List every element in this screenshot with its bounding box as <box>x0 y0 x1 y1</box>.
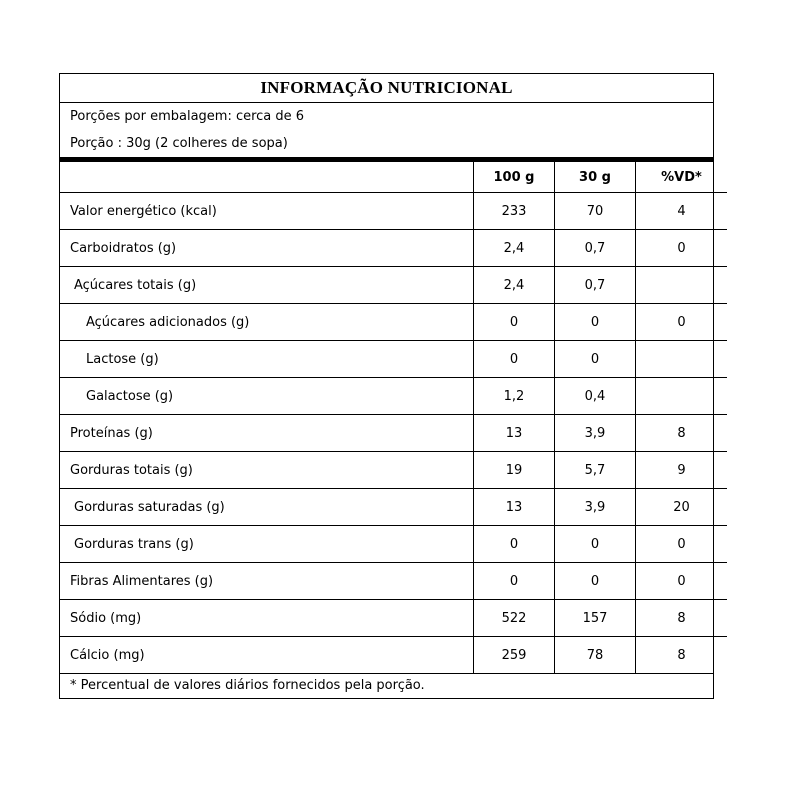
value-daily-percent: 8 <box>636 637 728 674</box>
value-per-100g: 522 <box>474 600 555 637</box>
value-per-serving: 0,7 <box>555 267 636 304</box>
table-row <box>60 600 727 637</box>
value-per-100g: 19 <box>474 452 555 489</box>
value-daily-percent: 0 <box>636 563 728 600</box>
header-daily-value: %VD* <box>636 162 728 193</box>
nutrient-name: Gorduras totais (g) <box>60 452 474 489</box>
header-nutrient <box>60 162 474 193</box>
table-row <box>60 637 727 674</box>
value-daily-percent: 0 <box>636 526 728 563</box>
value-per-serving: 3,9 <box>555 415 636 452</box>
nutrient-name: Lactose (g) <box>60 341 474 378</box>
nutrient-name: Açúcares totais (g) <box>60 267 474 304</box>
nutrient-name: Gorduras saturadas (g) <box>60 489 474 526</box>
value-per-serving: 70 <box>555 193 636 230</box>
header-per-serving: 30 g <box>555 162 636 193</box>
value-per-100g: 233 <box>474 193 555 230</box>
nutrient-grid <box>60 162 727 673</box>
nutrient-name: Fibras Alimentares (g) <box>60 563 474 600</box>
nutrient-name: Açúcares adicionados (g) <box>60 304 474 341</box>
value-per-100g: 13 <box>474 415 555 452</box>
value-per-100g: 0 <box>474 304 555 341</box>
table-row <box>60 304 727 341</box>
value-per-100g: 1,2 <box>474 378 555 415</box>
table-row <box>60 193 727 230</box>
nutrient-name: Proteínas (g) <box>60 415 474 452</box>
value-daily-percent: 8 <box>636 600 728 637</box>
value-per-100g: 0 <box>474 341 555 378</box>
nutrient-name: Sódio (mg) <box>60 600 474 637</box>
value-daily-percent: 0 <box>636 304 728 341</box>
indent <box>70 537 74 552</box>
value-daily-percent <box>636 378 728 415</box>
table-row <box>60 230 727 267</box>
value-daily-percent: 20 <box>636 489 728 526</box>
header-per-100g: 100 g <box>474 162 555 193</box>
nutrient-name: Carboidratos (g) <box>60 230 474 267</box>
table-row <box>60 489 727 526</box>
value-daily-percent: 9 <box>636 452 728 489</box>
indent <box>70 278 74 293</box>
table-row <box>60 415 727 452</box>
value-per-serving: 157 <box>555 600 636 637</box>
value-per-serving: 3,9 <box>555 489 636 526</box>
nutrition-facts-table <box>59 73 714 699</box>
servings-per-package: Porções por embalagem: cerca de 6 <box>70 109 305 124</box>
value-daily-percent: 0 <box>636 230 728 267</box>
value-per-serving: 5,7 <box>555 452 636 489</box>
value-daily-percent: 4 <box>636 193 728 230</box>
table-row <box>60 526 727 563</box>
nutrient-name: Gorduras trans (g) <box>60 526 474 563</box>
nutrient-name: Galactose (g) <box>60 378 474 415</box>
table-title: INFORMAÇÃO NUTRICIONAL <box>60 74 713 103</box>
nutrient-name: Valor energético (kcal) <box>60 193 474 230</box>
indent <box>70 315 86 330</box>
value-per-serving: 0 <box>555 563 636 600</box>
value-daily-percent <box>636 341 728 378</box>
value-per-serving: 0,7 <box>555 230 636 267</box>
value-per-100g: 2,4 <box>474 267 555 304</box>
table-row <box>60 267 727 304</box>
header-row <box>60 162 727 193</box>
table-row <box>60 452 727 489</box>
value-daily-percent <box>636 267 728 304</box>
indent <box>70 352 86 367</box>
nutrient-name: Cálcio (mg) <box>60 637 474 674</box>
value-per-100g: 2,4 <box>474 230 555 267</box>
footnote: * Percentual de valores diários fornecidos pela porção. <box>60 673 713 698</box>
table-row <box>60 378 727 415</box>
value-per-serving: 0 <box>555 341 636 378</box>
indent <box>70 500 74 515</box>
value-per-100g: 0 <box>474 526 555 563</box>
value-per-100g: 0 <box>474 563 555 600</box>
value-per-serving: 0 <box>555 526 636 563</box>
value-daily-percent: 8 <box>636 415 728 452</box>
value-per-serving: 78 <box>555 637 636 674</box>
value-per-100g: 259 <box>474 637 555 674</box>
table-row <box>60 341 727 378</box>
value-per-100g: 13 <box>474 489 555 526</box>
table-row <box>60 563 727 600</box>
indent <box>70 389 86 404</box>
value-per-serving: 0,4 <box>555 378 636 415</box>
value-per-serving: 0 <box>555 304 636 341</box>
serving-size: Porção : 30g (2 colheres de sopa) <box>60 130 713 162</box>
